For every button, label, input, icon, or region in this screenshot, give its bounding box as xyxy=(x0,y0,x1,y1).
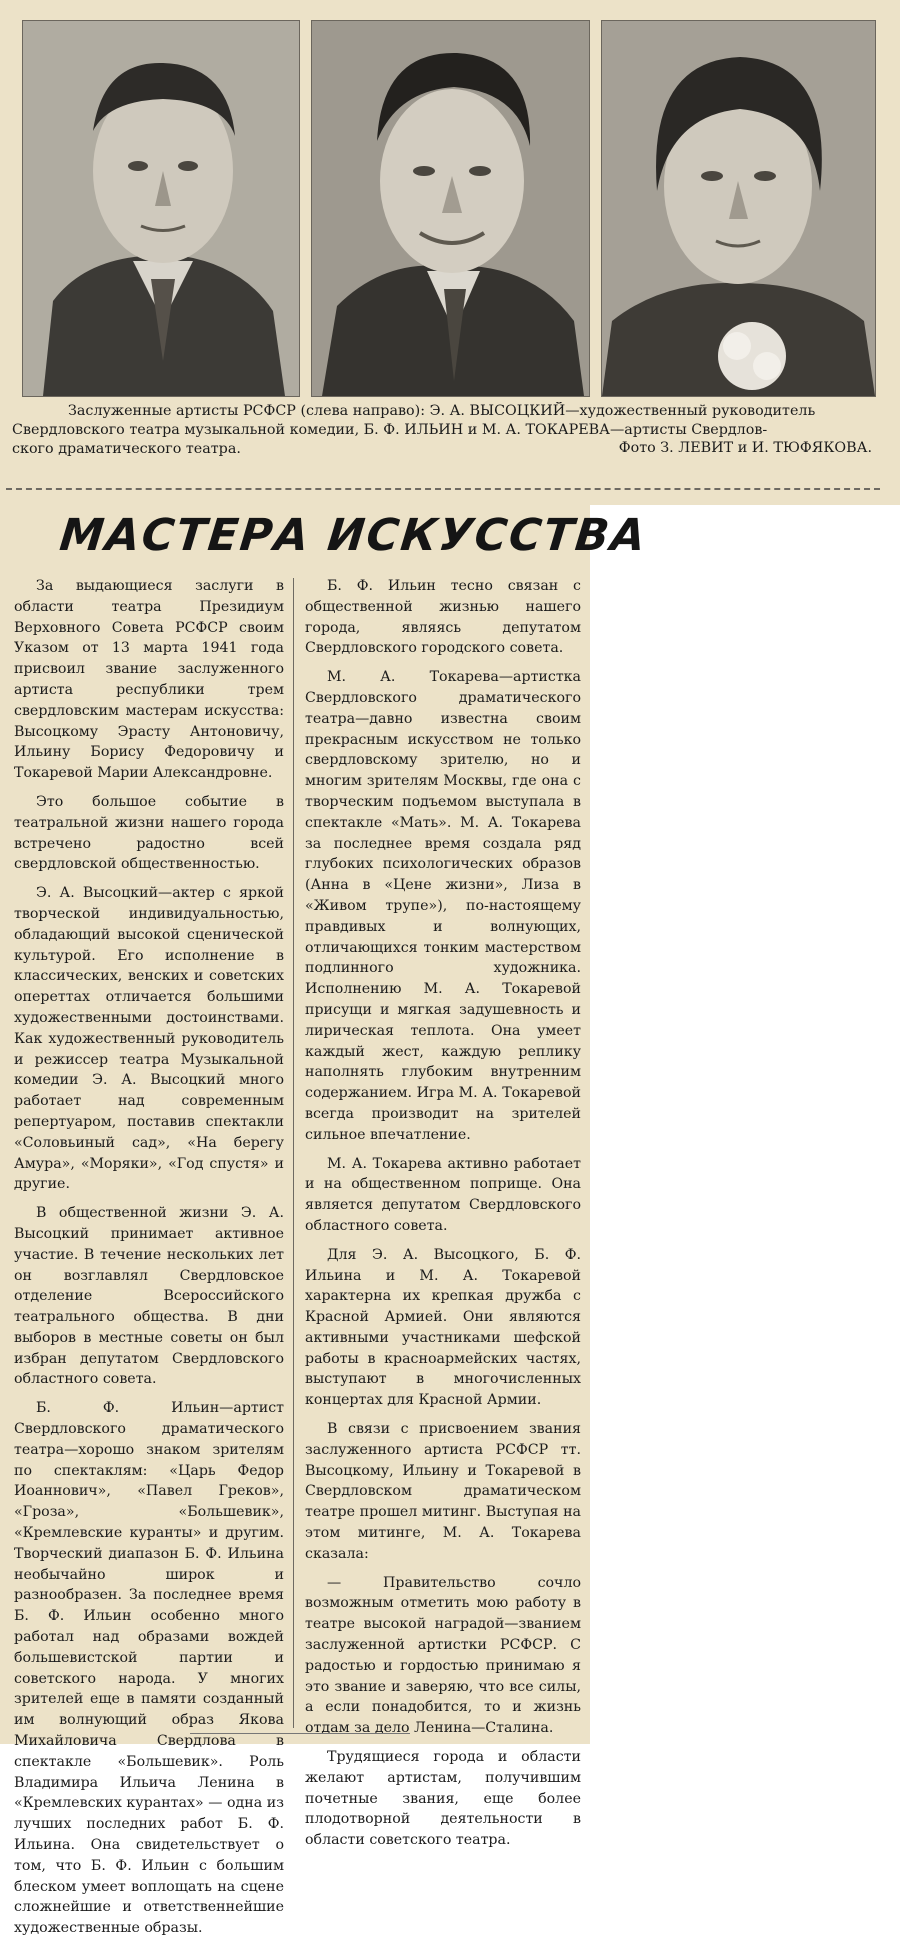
paragraph: Б. Ф. Ильин тесно связан с общественной жизнью нашего города, являясь депутатом Свердловского городского совета. xyxy=(305,578,581,657)
column-divider xyxy=(293,578,294,1728)
caption-line-2: Свердловского театра музыкальной комедии, Б. Ф. ИЛЬИН и М. А. ТОКАРЕВА—артисты Свердлов- xyxy=(12,422,768,438)
portrait-photo-ilyin xyxy=(311,20,590,397)
caption-line-1: Заслуженные артисты РСФСР (слева направо): Э. А. ВЫСОЦКИЙ—художественный руководитель xyxy=(68,403,816,419)
paragraph: Б. Ф. Ильин—артист Свердловского драматического театра—хорошо знаком зрителям по спектаклям: «Царь Федор Иоаннович», «Павел Греков», «Гроза», «Большевик», «Кремлевские куранты» и другим. Творческий диапазон Б. Ф. Ильина необычайно широк и разнообразен. За последнее время Б. Ф. Ильин особенно много работал над образами вождей большевистской партии и советского народа. У многих зрителей еще в памяти созданный им волнующий образ Якова Михайловича Свердлова в спектакле «Большевик». Роль Владимира Ильича Ленина в «Кремлевских курантах» — одна из лучших последних работ Б. Ф. Ильина. Она свидетельствует о том, что Б. Ф. Ильин с большим блеском умеет воплощать на сцене сложнейшие и ответственнейшие художественные образы. xyxy=(14,1400,284,1937)
photo-credit: Фото З. ЛЕВИТ и И. ТЮФЯКОВА. xyxy=(618,440,872,456)
paragraph: Для Э. А. Высоцкого, Б. Ф. Ильина и М. А. Токаревой характерна их крепкая дружба с Красной Армией. Они являются активными участниками шефской работы в красноармейских частях, выступают в многочисленных концертах для Красной Армии. xyxy=(305,1246,581,1409)
bottom-divider xyxy=(190,1733,410,1734)
paragraph: В связи с присвоением звания заслуженного артиста РСФСР тт. Высоцкому, Ильину и Токаревой в Свердловском драматическом театре прошел митинг. Выступая на этом митинге, М. А. Токарева сказала: xyxy=(305,1421,581,1562)
paragraph: Э. А. Высоцкий—актер с яркой творческой индивидуальностью, обладающий высокой сценической культурой. Его исполнение в классических, венских и советских опереттах отличается большими художественными достоинствами. Как художественный руководитель и режиссер театра Музыкальной комедии Э. А. Высоцкий много работает над современным репертуаром, поставив спектакли «Соловьиный сад», «На берегу Амура», «Моряки», «Год спустя» и другие. xyxy=(14,885,284,1193)
paragraph: Трудящиеся города и области желают артистам, получившим почетные звания, еще более плодотворной деятельности в области советского театра. xyxy=(305,1749,581,1849)
caption-line-3: ского драматического театра. xyxy=(12,441,241,457)
article-column-right xyxy=(305,576,581,1859)
article-column-left xyxy=(14,576,284,1947)
paragraph: За выдающиеся заслуги в области театра Президиум Верховного Совета РСФСР своим Указом от 13 марта 1941 года присвоил звание заслуженного артиста республики трем свердловским мастерам искусства: Высоцкому Эрасту Антоновичу, Ильину Борису Федоровичу и Токаревой Марии Александровне. xyxy=(14,578,284,782)
article-headline: МАСТЕРА ИСКУССТВА xyxy=(57,510,650,561)
portrait-photo-vysotsky xyxy=(22,20,300,397)
section-divider xyxy=(6,488,880,490)
portrait-photo-tokareva xyxy=(601,20,876,397)
paragraph: М. А. Токарева активно работает и на общественном поприще. Она является депутатом Свердловского областного совета. xyxy=(305,1155,581,1234)
paragraph: Это большое событие в театральной жизни нашего города встречено радостно всей свердловской общественностью. xyxy=(14,793,284,873)
paragraph: М. А. Токарева—артистка Свердловского драматического театра—давно известна своим прекрасным искусством не только свердловскому зрителю, но и многим зрителям Москвы, где она с творческим подъемом выступала в спектакле «Мать». М. А. Токарева за последнее время создала ряд глубоких психологических образов (Анна в «Цене жизни», Лиза в «Живом трупе»), по-настоящему правдивых и волнующих, отличающихся тонким мастерством подлинного художника. Исполнению М. А. Токаревой присущи и мягкая задушевность и лирическая теплота. Она умеет каждый жест, каждую реплику наполнять глубоким внутренним содержанием. Игра М. А. Токаревой всегда производит на зрителей сильное впечатление. xyxy=(305,669,581,1143)
paragraph: В общественной жизни Э. А. Высоцкий принимает активное участие. В течение нескольких лет он возглавлял Свердловское отделение Всероссийского театрального общества. В дни выборов в местные советы он был избран депутатом Свердловского областного совета. xyxy=(14,1205,284,1388)
paragraph: — Правительство сочло возможным отметить мою работу в театре высокой наградой—званием заслуженной артистки РСФСР. С радостью и гордостью принимаю я это звание и заверяю, что все силы, а если понадобится, то и жизнь отдам за дело Ленина—Сталина. xyxy=(305,1574,581,1737)
